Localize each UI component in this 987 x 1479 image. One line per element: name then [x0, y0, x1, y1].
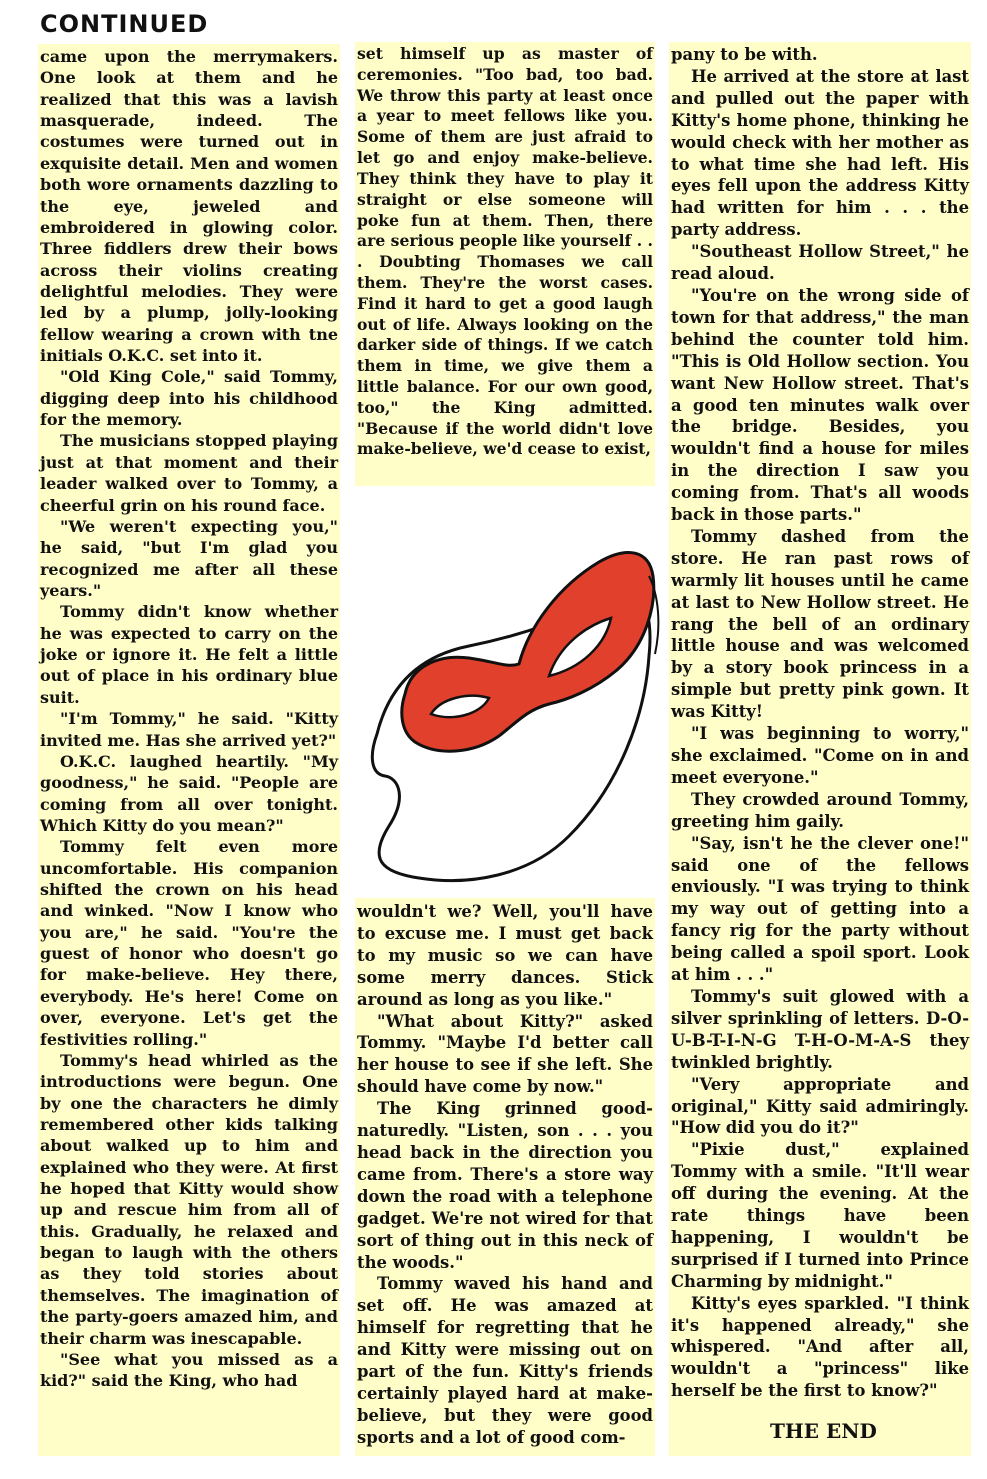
- column-1: [40, 46, 338, 1392]
- column3-paragraph: pany to be with.: [671, 45, 818, 64]
- column3-paragraph: Tommy's suit glowed with a silver sprinkling of letters. D-O-U-B-T-I-N-G T-H-O-M-A-S they twinkled brightly.: [671, 986, 969, 1072]
- column2b-paragraph: The King grinned good-naturedly. "Listen, son . . . you head back in the direction you came from. There's a store way down the road with a telephone gadget. We're not wired for that sort of thing out in this neck of the woods.": [357, 1099, 653, 1272]
- column1-paragraph: Tommy didn't know whether he was expected to carry on the joke or ignore it. He felt a little out of place in his ordinary blue suit.: [40, 602, 338, 707]
- column1-paragraph: "We weren't expecting you," he said, "but I'm glad you recognized me after all these years.": [40, 516, 338, 600]
- column2b-paragraph: wouldn't we? Well, you'll have to excuse me. I must get back to my music so we can have some merry dances. Stick around as long as you like.": [357, 902, 653, 1009]
- column3-paragraph: "You're on the wrong side of town for that address," the man behind the counter told him. "This is Old Hollow section. You want New Hollow street. That's a good ten minutes walk over the bridge. Besides, you wouldn't find a house for miles in the direction I saw you coming from. That's all woods back in those parts.": [671, 285, 969, 525]
- column2b-paragraph: Tommy waved his hand and set off. He was amazed at himself for regretting that he and Kitty were missing out on part of the fun. Kitty's friends certainly played hard at make-believe, but they were good sports and a lot of good com-: [357, 1274, 653, 1447]
- column-3: [671, 44, 969, 1402]
- column-2b: [357, 901, 653, 1449]
- column3-paragraph: Kitty's eyes sparkled. "I think it's happened already," she whispered. "And after all, wouldn't a "princess" like herself be the first to know?": [671, 1293, 969, 1401]
- column3-paragraph: "Say, isn't he the clever one!" said one of the fellows enviously. "I was trying to think my way out of getting into a fancy rig for the party without being called a spoil sport. Look at him . . .": [671, 833, 969, 985]
- illustration: [349, 486, 665, 894]
- column3-paragraph: Tommy dashed from the store. He ran past rows of warmly lit houses until he came at last to New Hollow street. He rang the bell of an ordinary little house and was welcomed by a story book princess in a simple but pretty pink gown. It was Kitty!: [671, 526, 969, 722]
- column1-paragraph: came upon the merrymakers. One look at them and he realized that this was a lavish masquerade, indeed. The costumes were turned out in exquisite detail. Men and women both wore ornaments dazzling to the eye, jeweled and embroidered in glowing color. Three fiddlers drew their bows across their violins creating delightful melodies. They were led by a plump, jolly-looking fellow wearing a crown with tne initials O.K.C. set into it.: [40, 47, 338, 366]
- page-header: CONTINUED: [40, 10, 209, 38]
- column1-paragraph: Tommy felt even more uncomfortable. His companion shifted the crown on his head and winked. "Now I know who you are," he said. "You're the guest of honor who doesn't go for make-believe. Hey there, everybody. He's here! Come on over, everyone. Let's get the festivities rolling.": [40, 837, 338, 1049]
- column1-paragraph: "I'm Tommy," he said. "Kitty invited me. Has she arrived yet?": [40, 709, 338, 750]
- mask-illustration: [349, 486, 665, 894]
- column1-paragraph: "Old King Cole," said Tommy, digging deep into his childhood for the memory.: [40, 367, 338, 430]
- column3-paragraph: "Pixie dust," explained Tommy with a smile. "It'll wear off during the evening. At the rate things have been happening, I wouldn't be surprised if I turned into Prince Charming by midnight.": [671, 1140, 969, 1291]
- column2b-paragraph: "What about Kitty?" asked Tommy. "Maybe I'd better call her house to see if she left. She should have come by now.": [357, 1011, 653, 1097]
- column-2: [357, 44, 653, 460]
- column2-paragraph: set himself up as master of ceremonies. "Too bad, too bad. We throw this party at least once a year to meet fellows like you. Some of them are just afraid to let go and enjoy make-believe. They think they have to play it straight or else someone will poke fun at them. Then, there are serious people like yourself . . . Doubting Thomases we call them. They're the worst cases. Find it hard to get a good laugh out of life. Always looking on the darker side of things. If we catch them in time, we give them a little balance. For our own good, too," the King admitted. "Because if the world didn't love make-believe, we'd cease to exist,: [357, 44, 653, 459]
- column1-paragraph: "See what you missed as a kid?" said the King, who had: [40, 1349, 338, 1391]
- the-end-label: THE END: [770, 1419, 877, 1443]
- column3-paragraph: "Southeast Hollow Street," he read aloud.: [671, 242, 969, 284]
- column3-paragraph: He arrived at the store at last and pulled out the paper with Kitty's home phone, thinking he would check with her mother as to what time she had left. His eyes fell upon the address Kitty had written for him . . . the party address.: [671, 66, 969, 240]
- column3-paragraph: "I was beginning to worry," she exclaimed. "Come on in and meet everyone.": [671, 724, 969, 787]
- column3-paragraph: "Very appropriate and original," Kitty said admiringly. "How did you do it?": [671, 1074, 969, 1138]
- column3-paragraph: They crowded around Tommy, greeting him gaily.: [671, 789, 969, 831]
- column1-paragraph: The musicians stopped playing just at that moment and their leader walked over to Tommy, a cheerful grin on his round face.: [40, 431, 338, 515]
- column1-paragraph: O.K.C. laughed heartily. "My goodness," he said. "People are coming from all over tonight. Which Kitty do you mean?": [40, 751, 338, 835]
- column1-paragraph: Tommy's head whirled as the introductions were begun. One by one the characters he dimly remembered other kids talking about walked up to him and explained who they were. At first he hoped that Kitty would show up and rescue him from all of this. Gradually, he relaxed and began to laugh with the others as they told stories about themselves. The imagination of the party-goers amazed him, and their charm was inescapable.: [40, 1050, 338, 1348]
